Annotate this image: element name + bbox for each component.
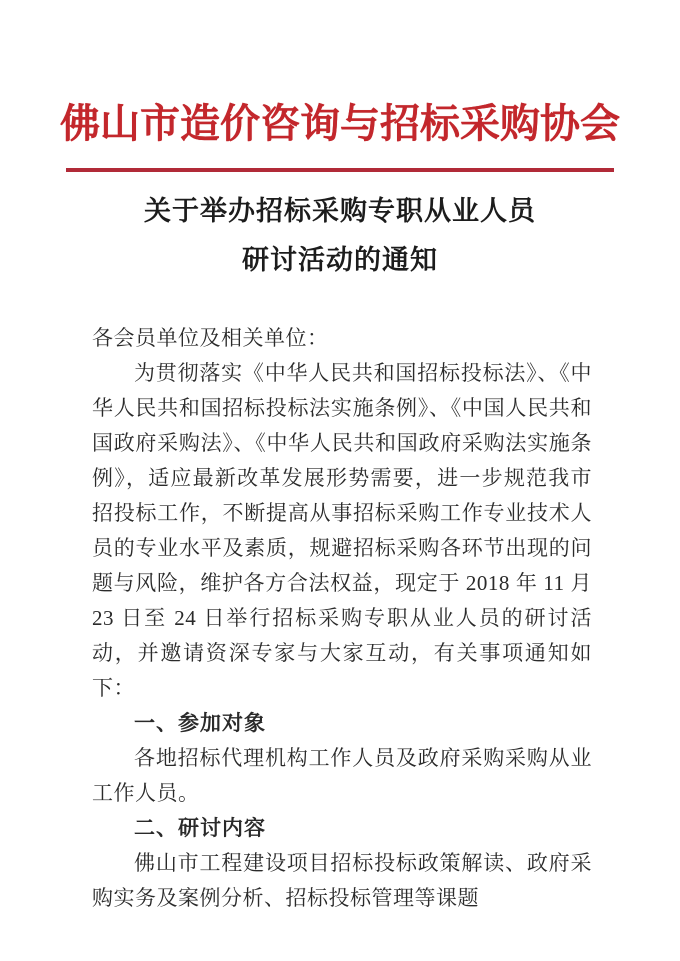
- notice-title-line1: 关于举办招标采购专职从业人员: [144, 196, 536, 226]
- letterhead: [0, 0, 680, 172]
- association-name: 佛山市造价咨询与招标采购协会: [60, 101, 620, 146]
- notice-body: [92, 321, 592, 916]
- section-2-text: 佛山市工程建设项目招标投标政策解读、政府采购实务及案例分析、招标投标管理等课题: [92, 851, 592, 910]
- intro-paragraph: 为贯彻落实《中华人民共和国招标投标法》、《中华人民共和国招标投标法实施条例》、《中国人民共和国政府采购法》、《中华人民共和国政府采购法实施条例》，适应最新改革发展形势需要，进一步规范我市招投标工作，不断提高从事招标采购工作专业技术人员的专业水平及素质，规避招标采购各环节出现的问题与风险，维护各方合法权益，现定于 2018 年 11 月 23 日至 24 日举行招标采购专职从业人员的研讨活动，并邀请资深专家与大家互动，有关事项通知如下：: [92, 361, 592, 700]
- section-1-text: 各地招标代理机构工作人员及政府采购采购从业工作人员。: [92, 746, 592, 805]
- notice-title-line2: 研讨活动的通知: [242, 245, 438, 275]
- letterhead-divider: [66, 168, 614, 172]
- section-2-heading: 二、研讨内容: [134, 816, 266, 840]
- salutation: 各会员单位及相关单位：: [92, 326, 329, 350]
- notice-title: [0, 187, 680, 285]
- section-1-heading: 一、参加对象: [134, 711, 266, 735]
